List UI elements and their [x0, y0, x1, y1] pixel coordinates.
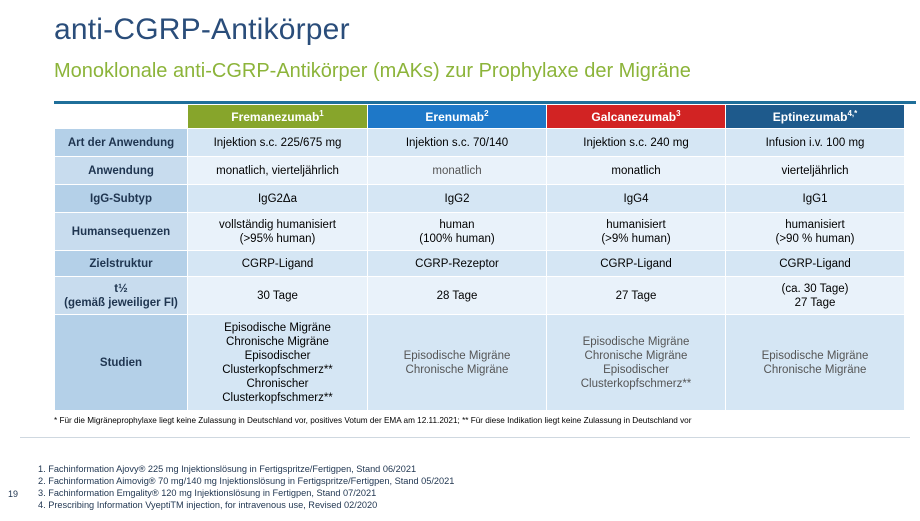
table-cell: IgG2Δa [188, 185, 368, 213]
header-corner [55, 105, 188, 129]
table-cell: Episodische Migräne Chronische Migräne [368, 315, 547, 411]
footer-divider [20, 437, 910, 438]
table-cell: Injektion s.c. 240 mg [547, 129, 726, 157]
row-label: Zielstruktur [55, 251, 188, 277]
table-cell: (ca. 30 Tage) 27 Tage [726, 277, 905, 315]
table-cell: Episodische Migräne Chronische Migräne Episodischer Clusterkopfschmerz** [547, 315, 726, 411]
table-cell: CGRP-Rezeptor [368, 251, 547, 277]
table-cell: CGRP-Ligand [188, 251, 368, 277]
table-cell: IgG1 [726, 185, 905, 213]
page-number: 19 [8, 489, 19, 499]
reference-item: 1. Fachinformation Ajovy® 225 mg Injektionslösung in Fertigspritze/Fertigpen, Stand 06/2021 [38, 464, 417, 474]
table-row-halbwertszeit [55, 277, 905, 315]
table-cell: humanisiert (>90 % human) [726, 213, 905, 251]
row-label: t½ (gemäß jeweiliger FI) [55, 277, 188, 315]
table-cell: monatlich [368, 157, 547, 185]
table-cell: 28 Tage [368, 277, 547, 315]
table-cell: Injektion s.c. 225/675 mg [188, 129, 368, 157]
table-row-studien [55, 315, 905, 411]
reference-list [38, 463, 454, 511]
table-cell: IgG4 [547, 185, 726, 213]
comparison-table [54, 104, 905, 411]
table-row-zielstruktur [55, 251, 905, 277]
table-cell: 27 Tage [547, 277, 726, 315]
table-cell: vollständig humanisiert (>95% human) [188, 213, 368, 251]
row-label: Art der Anwendung [55, 129, 188, 157]
header-erenumab: Erenumab$^2$ [368, 105, 547, 129]
table-row-igg-subtyp [55, 185, 905, 213]
table-row-humansequenzen [55, 213, 905, 251]
table-row-anwendung [55, 157, 905, 185]
header-fremanezumab: Fremanezumab$^1$ [188, 105, 368, 129]
table-cell: CGRP-Ligand [726, 251, 905, 277]
row-label: IgG-Subtyp [55, 185, 188, 213]
table-cell: Injektion s.c. 70/140 [368, 129, 547, 157]
row-label: Anwendung [55, 157, 188, 185]
reference-item: 3. Fachinformation Emgality® 120 mg Injektionslösung in Fertigpen, Stand 07/2021 [38, 488, 377, 498]
table-cell: monatlich [547, 157, 726, 185]
table-cell: Episodische Migräne Chronische Migräne [726, 315, 905, 411]
page-subtitle: Monoklonale anti-CGRP-Antikörper (mAKs) zur Prophylaxe der Migräne [54, 60, 691, 82]
reference-item: 2. Fachinformation Aimovig® 70 mg/140 mg Injektionslösung in Fertigspritze/Fertigpen, Stand 05/2021 [38, 476, 455, 486]
table-row-art-der-anwendung [55, 129, 905, 157]
table-cell: CGRP-Ligand [547, 251, 726, 277]
table-cell: Infusion i.v. 100 mg [726, 129, 905, 157]
table-cell: vierteljährlich [726, 157, 905, 185]
footnote: * Für die Migräneprophylaxe liegt keine Zulassung in Deutschland vor, positives Votum der EMA am 12.11.2021; ** Für diese Indikation liegt keine Zulassung in Deutschland vor [54, 416, 692, 425]
row-label: Studien [55, 315, 188, 411]
table-cell: 30 Tage [188, 277, 368, 315]
table-cell: humanisiert (>9% human) [547, 213, 726, 251]
page-title: anti-CGRP-Antikörper [54, 13, 350, 46]
reference-item: 4. Prescribing Information VyeptiTM injection, for intravenous use, Revised 02/2020 [38, 500, 378, 510]
table-cell: IgG2 [368, 185, 547, 213]
table-header-row [55, 105, 905, 129]
row-label: Humansequenzen [55, 213, 188, 251]
header-eptinezumab: Eptinezumab$^{4,*}$ [726, 105, 905, 129]
header-galcanezumab: Galcanezumab$^3$ [547, 105, 726, 129]
table-cell: monatlich, vierteljährlich [188, 157, 368, 185]
table-cell: human (100% human) [368, 213, 547, 251]
table-cell: Episodische Migräne Chronische Migräne Episodischer Clusterkopfschmerz** Chronischer Clusterkopfschmerz** [188, 315, 368, 411]
